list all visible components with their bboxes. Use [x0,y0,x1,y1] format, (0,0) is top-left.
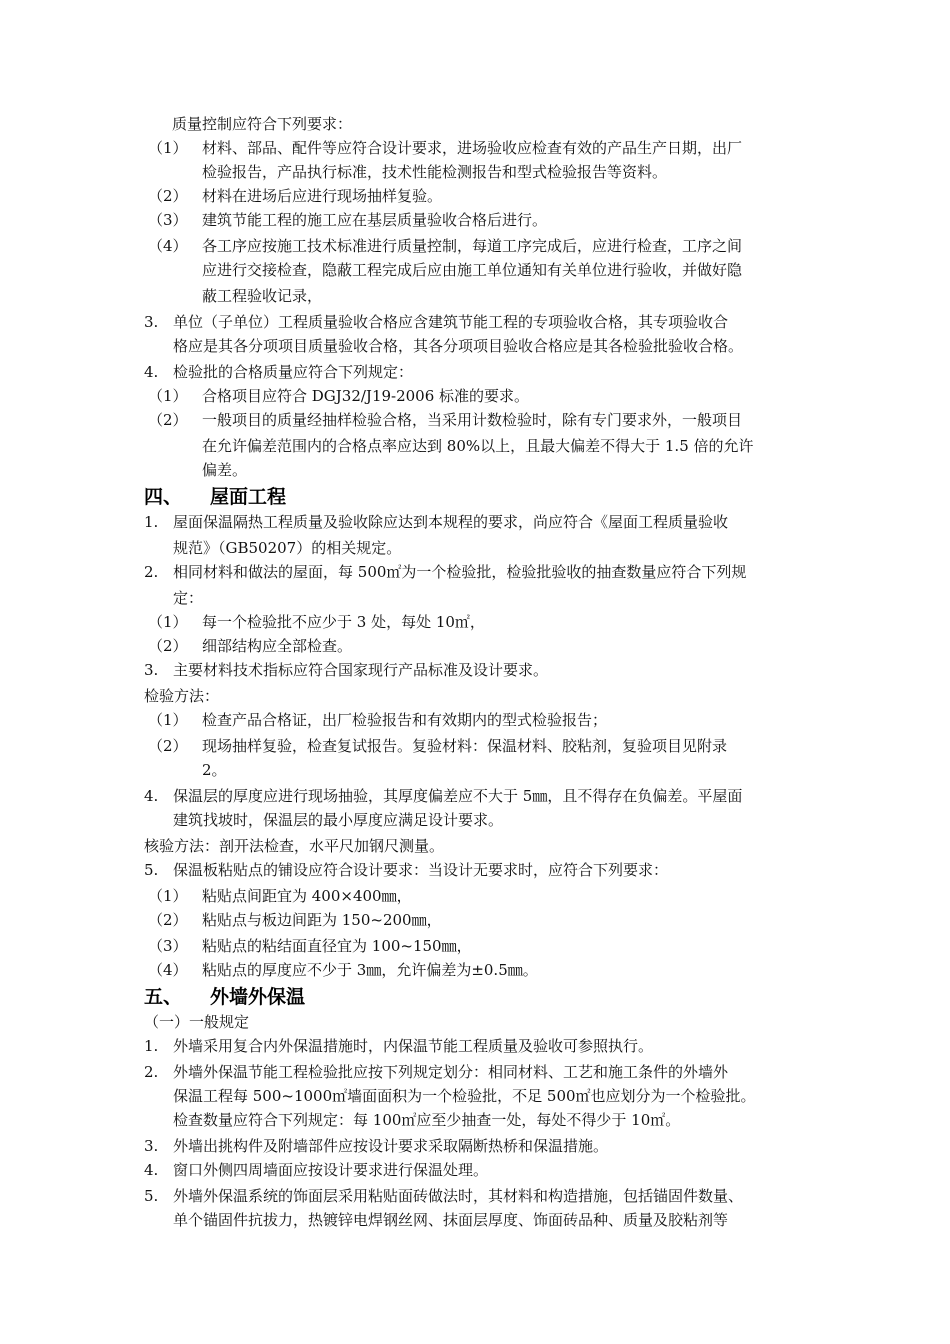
item-text: 粘贴点间距宜为 400×400㎜， [202,887,412,905]
text-line: 蔽工程验收记录， [202,287,323,305]
text-line: 检验报告，产品执行标准，技术性能检测报告和型式检验报告等资料。 [202,163,668,181]
item-text: 建筑节能工程的施工应在基层质量验收合格后进行。 [202,211,548,229]
item-text: 屋面保温隔热工程质量及验收除应达到本规程的要求，尚应符合《屋面工程质量验收 [173,513,729,531]
text-line: 核验方法：剖开法检查，水平尺加钢尺测量。 [144,837,445,855]
item-number: （4） [148,961,188,979]
item-number: 5. [144,861,159,879]
item-text: 外墙采用复合内外保温措施时，内保温节能工程质量及验收可参照执行。 [173,1037,654,1055]
item-number: （1） [148,613,188,631]
section-heading-exterior-wall: 五、 外墙外保温 [144,986,306,1008]
item-number: 4. [144,787,159,805]
item-number: （1） [148,387,188,405]
item-number: 4. [144,1161,159,1179]
item-number: 3. [144,313,159,331]
text-line: 单个锚固件抗拔力，热镀锌电焊钢丝网、抹面层厚度、饰面砖品种、质量及胶粘剂等 [173,1211,729,1229]
text-line: 定： [173,589,204,607]
text-line: 应进行交接检查，隐蔽工程完成后应由施工单位通知有关单位进行验收，并做好隐 [202,261,743,279]
text-line: 质量控制应符合下列要求： [172,115,353,133]
item-text: 外墙出挑构件及附墙部件应按设计要求采取隔断热桥和保温措施。 [173,1137,609,1155]
item-number: 2. [144,563,159,581]
text-line: 检验方法： [144,687,220,705]
item-number: （2） [148,637,188,655]
item-text: 细部结构应全部检查。 [202,637,353,655]
item-number: 1. [144,513,159,531]
item-text: 材料在进场后应进行现场抽样复验。 [202,187,443,205]
item-text: 相同材料和做法的屋面，每 500㎡为一个检验批，检验批验收的抽查数量应符合下列规 [173,563,747,581]
item-text: 外墙外保温系统的饰面层采用粘贴面砖做法时，其材料和构造措施，包括锚固件数量、 [173,1187,744,1205]
item-number: 3. [144,1137,159,1155]
item-text: 检查产品合格证，出厂检验报告和有效期内的型式检验报告； [202,711,608,729]
item-text: 粘贴点与板边间距为 150~200㎜， [202,911,442,929]
item-number: （3） [148,211,188,229]
item-number: （3） [148,937,188,955]
item-text: 粘贴点的厚度应不少于 3㎜，允许偏差为±0.5㎜。 [202,961,538,979]
item-number: （1） [148,711,188,729]
item-text: 各工序应按施工技术标准进行质量控制，每道工序完成后，应进行检查，工序之间 [202,237,743,255]
item-number: （2） [148,411,188,429]
item-number: 1. [144,1037,159,1055]
item-number: （1） [148,139,188,157]
item-text: 保温层的厚度应进行现场抽验，其厚度偏差应不大于 5㎜，且不得存在负偏差。平屋面 [173,787,743,805]
item-number: 3. [144,661,159,679]
text-line: 保温工程每 500~1000㎡墙面面积为一个检验批，不足 500㎡也应划分为一个检验批。 [173,1087,756,1105]
item-text: 粘贴点的粘结面直径宜为 100~150㎜， [202,937,472,955]
text-line: 2。 [202,761,227,779]
item-text: 保温板粘贴点的铺设应符合设计要求：当设计无要求时，应符合下列要求： [173,861,669,879]
item-text: 一般项目的质量经抽样检验合格，当采用计数检验时，除有专门要求外，一般项目 [202,411,743,429]
text-line: 在允许偏差范围内的合格点率应达到 80%以上，且最大偏差不得大于 1.5 倍的允许 [202,437,754,455]
item-text: 主要材料技术指标应符合国家现行产品标准及设计要求。 [173,661,549,679]
item-number: （2） [148,187,188,205]
section-heading-roof: 四、 屋面工程 [144,486,287,508]
item-text: 每一个检验批不应少于 3 处，每处 10㎡， [202,613,485,631]
item-text: 合格项目应符合 DGJ32/J19-2006 标准的要求。 [202,387,530,405]
item-number: （1） [148,887,188,905]
item-number: （2） [148,911,188,929]
item-text: 窗口外侧四周墙面应按设计要求进行保温处理。 [173,1161,489,1179]
item-number: 4. [144,363,159,381]
item-number: 2. [144,1063,159,1081]
text-line: 偏差。 [202,461,248,479]
item-number: （2） [148,737,188,755]
item-text: 外墙外保温节能工程检验批应按下列规定划分：相同材料、工艺和施工条件的外墙外 [173,1063,729,1081]
text-line: 建筑找坡时，保温层的最小厚度应满足设计要求。 [173,811,504,829]
text-line: 规范》（GB50207）的相关规定。 [173,539,402,557]
item-text: 现场抽样复验，检查复试报告。复验材料：保温材料、胶粘剂，复验项目见附录 [202,737,728,755]
item-text: 单位（子单位）工程质量验收合格应含建筑节能工程的专项验收合格，其专项验收合 [173,313,729,331]
item-text: 检验批的合格质量应符合下列规定： [173,363,414,381]
text-line: 检查数量应符合下列规定：每 100㎡应至少抽查一处，每处不得少于 10㎡。 [173,1111,681,1129]
item-number: 5. [144,1187,159,1205]
item-number: （4） [148,237,188,255]
item-text: 材料、部品、配件等应符合设计要求，进场验收应检查有效的产品生产日期，出厂 [202,139,743,157]
text-line: 格应是其各分项项目质量验收合格，其各分项项目验收合格应是其各检验批验收合格。 [173,337,744,355]
subsection-heading: （一）一般规定 [144,1013,250,1031]
